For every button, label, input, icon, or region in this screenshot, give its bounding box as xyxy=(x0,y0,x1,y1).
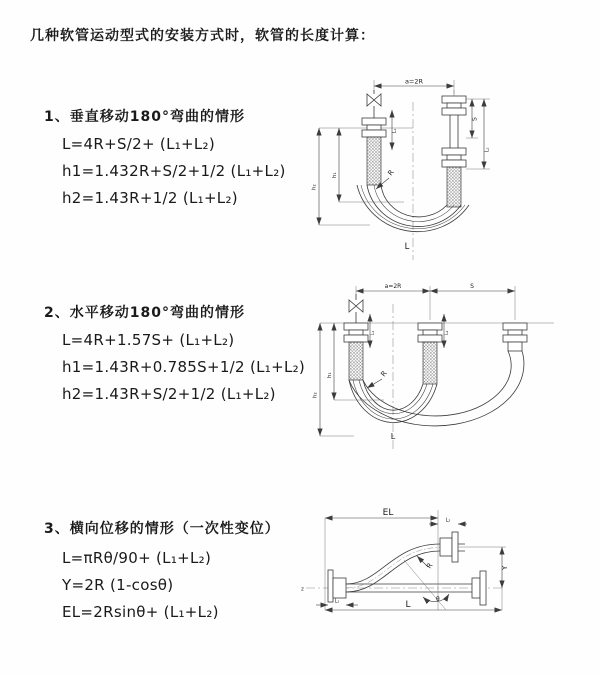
page-title: 几种软管运动型式的安装方式时，软管的长度计算： xyxy=(30,28,375,44)
radius-label: R xyxy=(379,369,389,379)
fixed-end-mark: z xyxy=(301,586,304,593)
section-2-formula-h1: h1=1.43R+0.785S+1/2 (L₁+L₂) xyxy=(62,358,306,376)
length-label: L xyxy=(390,432,396,441)
dim-label-S: S xyxy=(471,117,479,121)
diagram-horizontal-180-bend xyxy=(306,276,600,454)
section-2-formula-h2: h2=1.43R+S/2+1/2 (L₁+L₂) xyxy=(62,385,276,403)
dim-L1-L2 xyxy=(370,314,450,348)
dim-label-h2: h₂ xyxy=(312,392,319,398)
dim-L1 xyxy=(316,599,358,606)
angle-label: θ xyxy=(436,596,440,603)
displaced-hose xyxy=(346,544,440,592)
length-label: L xyxy=(404,242,410,252)
dim-label-h1: h₁ xyxy=(332,172,338,178)
valve-icon xyxy=(367,90,381,118)
dim-label-L1: L₁ xyxy=(334,598,340,605)
dim-a2R xyxy=(356,283,515,320)
dim-label-L1: L₁ xyxy=(371,330,376,335)
radius-callout xyxy=(367,369,389,388)
dim-label-L2: L₂ xyxy=(485,147,491,152)
radius-label: R xyxy=(425,561,435,571)
dim-label-L2: L₂ xyxy=(445,517,451,524)
radius-label: R xyxy=(386,168,396,178)
diagram-vertical-180-bend xyxy=(312,72,590,264)
left-braided-hose xyxy=(367,137,381,185)
section-3-formula-L: L=πRθ/90+ (L₁+L₂) xyxy=(62,549,212,567)
dim-label-L1: L₁ xyxy=(393,128,398,133)
left-pipe-flange xyxy=(362,118,386,137)
dim-label-a2R: a=2R xyxy=(404,77,424,86)
middle-pipe xyxy=(418,323,442,384)
dim-a2R xyxy=(374,78,454,95)
dim-label-S: S xyxy=(470,283,474,290)
section-3-formula-Y: Y=2R (1-cosθ) xyxy=(62,576,174,594)
dim-label-Y: Y xyxy=(501,565,509,570)
dim-label-EL: EL xyxy=(382,508,394,518)
diagram-lateral-displacement xyxy=(296,498,600,646)
section-3-heading: 3、横向位移的情形（一次性变位） xyxy=(44,521,280,537)
section-3-formula-EL: EL=2Rsinθ+ (L₁+L₂) xyxy=(62,603,219,621)
valve-icon xyxy=(349,294,363,323)
dim-L2 xyxy=(429,518,467,525)
dim-label-L: L xyxy=(405,600,411,610)
section-2-heading: 2、水平移动180°弯曲的情形 xyxy=(44,305,245,321)
dim-L1 xyxy=(392,110,398,150)
left-flange xyxy=(328,570,346,602)
right-flange xyxy=(472,571,486,605)
dim-S-L2 xyxy=(466,99,491,169)
dim-label-L2: L₂ xyxy=(445,330,450,335)
dim-label-a2R: a=2R xyxy=(384,283,402,290)
section-1-formula-L: L=4R+S/2+ (L₁+L₂) xyxy=(62,135,216,153)
dim-label-h1: h₁ xyxy=(327,372,333,378)
section-2-formula-L: L=4R+1.57S+ (L₁+L₂) xyxy=(62,331,235,349)
dim-label-h2: h₂ xyxy=(311,184,318,190)
section-1-heading: 1、垂直移动180°弯曲的情形 xyxy=(44,109,245,125)
section-1-formula-h2: h2=1.43R+1/2 (L₁+L₂) xyxy=(62,189,238,207)
left-pipe xyxy=(344,323,368,380)
right-pipe xyxy=(503,323,527,351)
right-pipe xyxy=(442,90,466,207)
section-1-formula-h1: h1=1.432R+S/2+1/2 (L₁+L₂) xyxy=(62,162,286,180)
radius-callout xyxy=(417,556,435,570)
